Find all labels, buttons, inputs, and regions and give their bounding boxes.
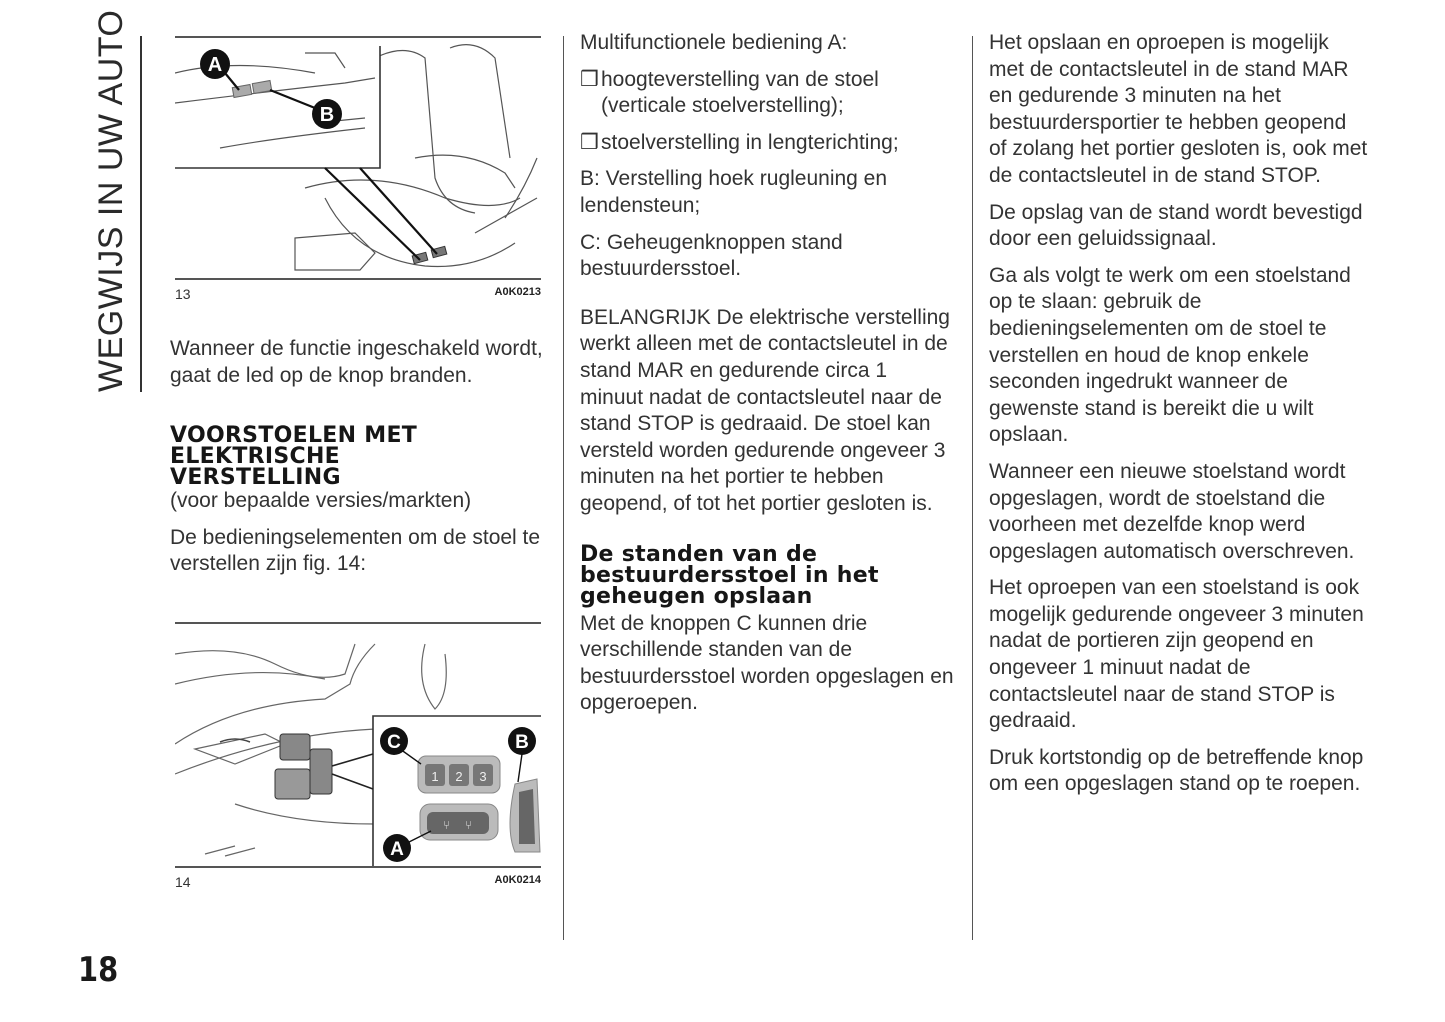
bullet-item xyxy=(580,130,955,157)
important-note: BELANGRIJK De elektrische verstelling werkt alleen met de contactsleutel in de stand MAR en gedurende circa 1 minuut nadat de contactsleutel naar de stand STOP is gedraaid. De stoel kan versteld worden gedurende ongeveer 3 minuten na het portier te hebben geopend, of tot het portier gesloten is. xyxy=(580,305,950,515)
callout-b xyxy=(508,727,536,755)
svg-text:1: 1 xyxy=(431,769,439,784)
memory-button-2 xyxy=(449,764,469,786)
paragraph: Wanneer de functie ingeschakeld wordt, gaat de led op de knop branden. xyxy=(170,337,543,387)
paragraph: De bedieningselementen om de stoel te verstellen zijn fig. 14: xyxy=(170,525,541,576)
figure-number: 13 xyxy=(175,286,191,302)
svg-text:3: 3 xyxy=(479,769,487,784)
paragraph: Met de knoppen C kunnen drie verschillende standen van de bestuurdersstoel worden opgeslagen en opgeroepen. xyxy=(580,611,954,715)
paragraph: De opslag van de stand wordt bevestigd door een geluidssignaal. xyxy=(989,200,1363,251)
paragraph: Ga als volgt te werk om een stoelstand op te slaan: gebruik de bedieningselementen om de stoel te verstellen en houd de knop enkele seconden ingedrukt wanneer de gewenste stand is bereikt die u wilt opslaan. xyxy=(989,263,1351,447)
chapter-title: WEGWIJS IN UW AUTO xyxy=(92,9,130,392)
bullet-text: stoelverstelling in lengterichting; xyxy=(601,130,899,154)
heading-line: VERSTELLING xyxy=(170,465,341,491)
paragraph: Wanneer een nieuwe stoelstand wordt opgeslagen, wordt de stoelstand die voorheen met dezelfde knop werd opgeslagen automatisch overschreven. xyxy=(989,459,1355,563)
column-1 xyxy=(170,336,555,588)
heading-line: VOORSTOELEN MET xyxy=(170,423,418,449)
bullet-text: hoogteverstelling van de stoel (verticale stoelverstelling); xyxy=(601,67,879,118)
paragraph: Het oproepen van een stoelstand is ook mogelijk gedurende ongeveer 3 minuten nadat de portieren zijn geopend en ongeveer 1 minuut nadat de contactsleutel naar de stand STOP is gedraaid. xyxy=(989,576,1364,733)
chapter-title-rule xyxy=(140,36,142,392)
heading-line: geheugen opslaan xyxy=(580,583,813,609)
seat-icon: ⑂ xyxy=(465,818,473,832)
callout-b xyxy=(312,99,342,129)
column-3 xyxy=(989,30,1369,808)
seat-switch xyxy=(310,749,332,794)
paragraph: Het opslaan en oproepen is mogelijk met de contactsleutel in de stand MAR en gedurende 3 minuten na het bestuurdersportier te hebben geopend of zolang het portier gesloten is, ook met de contactsleutel in de stand STOP. xyxy=(989,31,1368,187)
paragraph: Multifunctionele bediening A: xyxy=(580,31,848,54)
callout-c xyxy=(380,727,408,755)
figure-code: A0K0214 xyxy=(494,874,541,886)
figure-bottom-rule xyxy=(175,866,541,868)
figure-code: A0K0213 xyxy=(494,286,541,298)
callout-label: A xyxy=(207,54,223,76)
section-heading xyxy=(170,423,555,491)
column-2 xyxy=(580,30,955,727)
memory-button-1 xyxy=(425,764,445,786)
callout-a xyxy=(200,49,230,79)
memory-button-3 xyxy=(473,764,493,786)
figure-13 xyxy=(175,36,541,302)
figure-14 xyxy=(175,622,541,890)
paragraph: Druk kortstondig op de betreffende knop om een opgeslagen stand op te roepen. xyxy=(989,745,1364,796)
bullet-item xyxy=(580,67,955,120)
column-divider xyxy=(563,36,564,940)
section-heading xyxy=(580,541,955,609)
section-subheading: (voor bepaalde versies/markten) xyxy=(170,489,472,513)
callout-label: C xyxy=(387,732,401,753)
seat-switch xyxy=(280,734,310,760)
control-button-b xyxy=(431,246,447,257)
checkbox-bullet-icon: ❒ xyxy=(580,130,599,154)
callout-label: A xyxy=(390,839,404,860)
paragraph: B: Verstelling hoek rugleuning en lendensteun; xyxy=(580,167,888,217)
heading-line: bestuurdersstoel in het xyxy=(580,562,879,588)
checkbox-bullet-icon: ❒ xyxy=(580,67,599,91)
seat-side-controls-illustration xyxy=(175,38,541,278)
figure-number: 14 xyxy=(175,874,191,890)
heading-line: ELEKTRISCHE xyxy=(170,444,340,470)
svg-text:2: 2 xyxy=(455,769,463,784)
seat-icon: ⑂ xyxy=(443,818,451,832)
page-number: 18 xyxy=(78,950,119,990)
callout-label: B xyxy=(515,732,529,753)
callout-a xyxy=(383,834,411,862)
column-divider xyxy=(972,36,973,940)
callout-label: B xyxy=(319,104,335,126)
figure-bottom-rule xyxy=(175,278,541,280)
paragraph: C: Geheugenknoppen stand bestuurdersstoel. xyxy=(580,230,843,281)
heading-line: De standen van de xyxy=(580,541,818,567)
seat-switch xyxy=(275,769,310,799)
seat-control-panel-illustration xyxy=(175,624,541,866)
